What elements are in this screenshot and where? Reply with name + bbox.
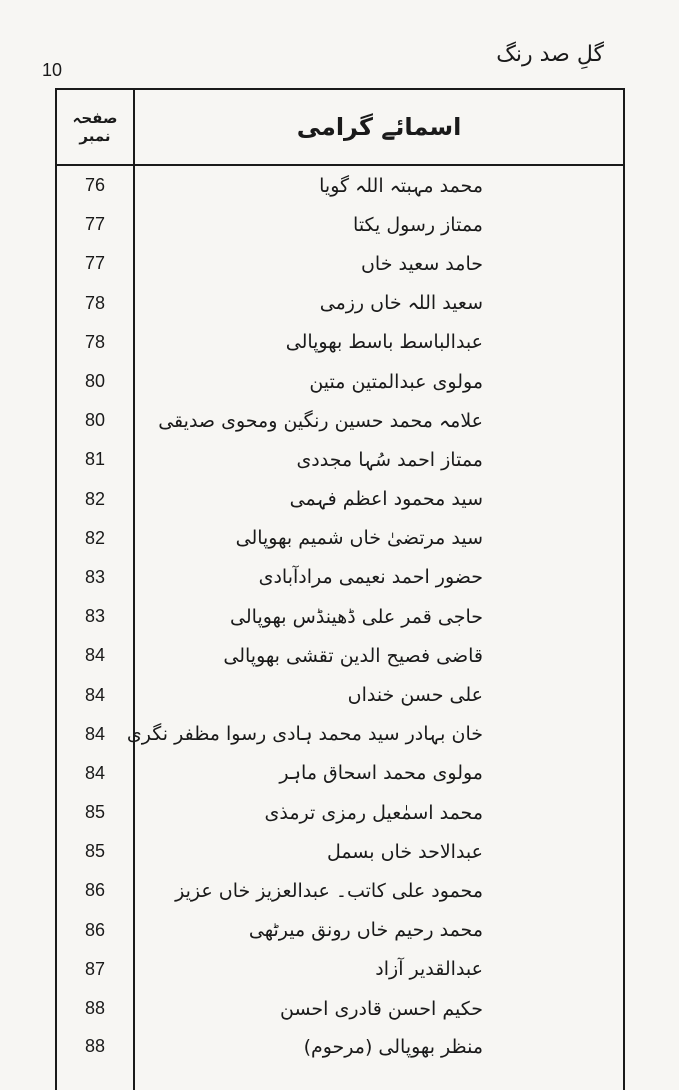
entry-name: ممتاز رسول یکتا [134,205,624,244]
entry-page-number: 86 [56,911,134,950]
entry-name: عبدالباسط باسط بھوپالی [134,323,624,362]
entry-page-number: 84 [56,636,134,675]
entry-name: مولوی عبدالمتین متین [134,362,624,401]
entry-page-number: 85 [56,793,134,832]
table-row [56,558,624,597]
entry-name: عبدالقدیر آزاد [134,950,624,989]
table-row [56,244,624,283]
entry-page-number: 82 [56,519,134,558]
table-row [56,793,624,832]
entry-name: حاجی قمر علی ڈھینڈس بھوپالی [134,597,624,636]
entry-page-number: 83 [56,558,134,597]
entry-name: علی حسن خنداں [134,675,624,714]
entry-page-number: 80 [56,362,134,401]
table-header-row [56,89,624,165]
entry-name: حضور احمد نعیمی مرادآبادی [134,558,624,597]
entry-page-number: 78 [56,284,134,323]
page-number: 10 [42,60,63,80]
table-row [56,323,624,362]
entry-page-number: 86 [56,871,134,910]
table-row [56,675,624,714]
entry-name: حکیم احسن قادری احسن [134,989,624,1028]
table-row [56,205,624,244]
table-row [56,597,624,636]
entry-page-number: 81 [56,440,134,479]
table-row [56,754,624,793]
column-header-page-number: صفحہ نمبر [56,89,134,165]
entry-page-number: 88 [56,1028,134,1090]
entry-name: محمود علی کاتب۔ عبدالعزیز خاں عزیز [134,871,624,910]
entry-page-number: 76 [56,165,134,205]
table-row [56,1028,624,1090]
table-row [56,636,624,675]
entry-page-number: 84 [56,675,134,714]
entry-page-number: 77 [56,205,134,244]
entry-name: محمد مہبتہ اللہ گویا [134,165,624,205]
column-header-names: اسمائے گرامی [134,89,624,165]
entry-page-number: 87 [56,950,134,989]
entry-name: خان بہادر سید محمد ہادی رسوا مظفر نگری [134,715,624,754]
entry-page-number: 80 [56,401,134,440]
entry-name: علامہ محمد حسین رنگین ومحوی صدیقی [134,401,624,440]
entry-name: عبدالاحد خاں بسمل [134,832,624,871]
entry-name: سید مرتضیٰ خاں شمیم بھوپالی [134,519,624,558]
entry-page-number: 84 [56,715,134,754]
entry-page-number: 83 [56,597,134,636]
entry-page-number: 85 [56,832,134,871]
entry-page-number: 77 [56,244,134,283]
entry-name: قاضی فصیح الدین تقشی بھوپالی [134,636,624,675]
entry-name: سید محمود اعظم فہمی [134,480,624,519]
running-title: گلِ صد رنگ [496,42,604,67]
table-row [56,950,624,989]
entry-page-number: 82 [56,480,134,519]
entry-page-number: 88 [56,989,134,1028]
entry-name: ممتاز احمد سُہا مجددی [134,440,624,479]
contents-table [55,88,625,1090]
entry-name: منظر بھوپالی (مرحوم) [134,1028,624,1090]
table-row [56,284,624,323]
entry-name: سعید اللہ خاں رزمی [134,284,624,323]
table-row [56,832,624,871]
entry-page-number: 78 [56,323,134,362]
table-row [56,165,624,205]
table-row [56,871,624,910]
table-row [56,401,624,440]
table-row [56,715,624,754]
entry-name: محمد رحیم خاں رونق میرٹھی [134,911,624,950]
table-row [56,480,624,519]
table-row [56,362,624,401]
entry-page-number: 84 [56,754,134,793]
table-row [56,911,624,950]
table-row [56,519,624,558]
entry-name: مولوی محمد اسحاق ماہر [134,754,624,793]
entry-name: محمد اسمٰعیل رمزی ترمذی [134,793,624,832]
table-row [56,989,624,1028]
table-body [56,165,624,1090]
table-row [56,440,624,479]
entry-name: حامد سعید خاں [134,244,624,283]
